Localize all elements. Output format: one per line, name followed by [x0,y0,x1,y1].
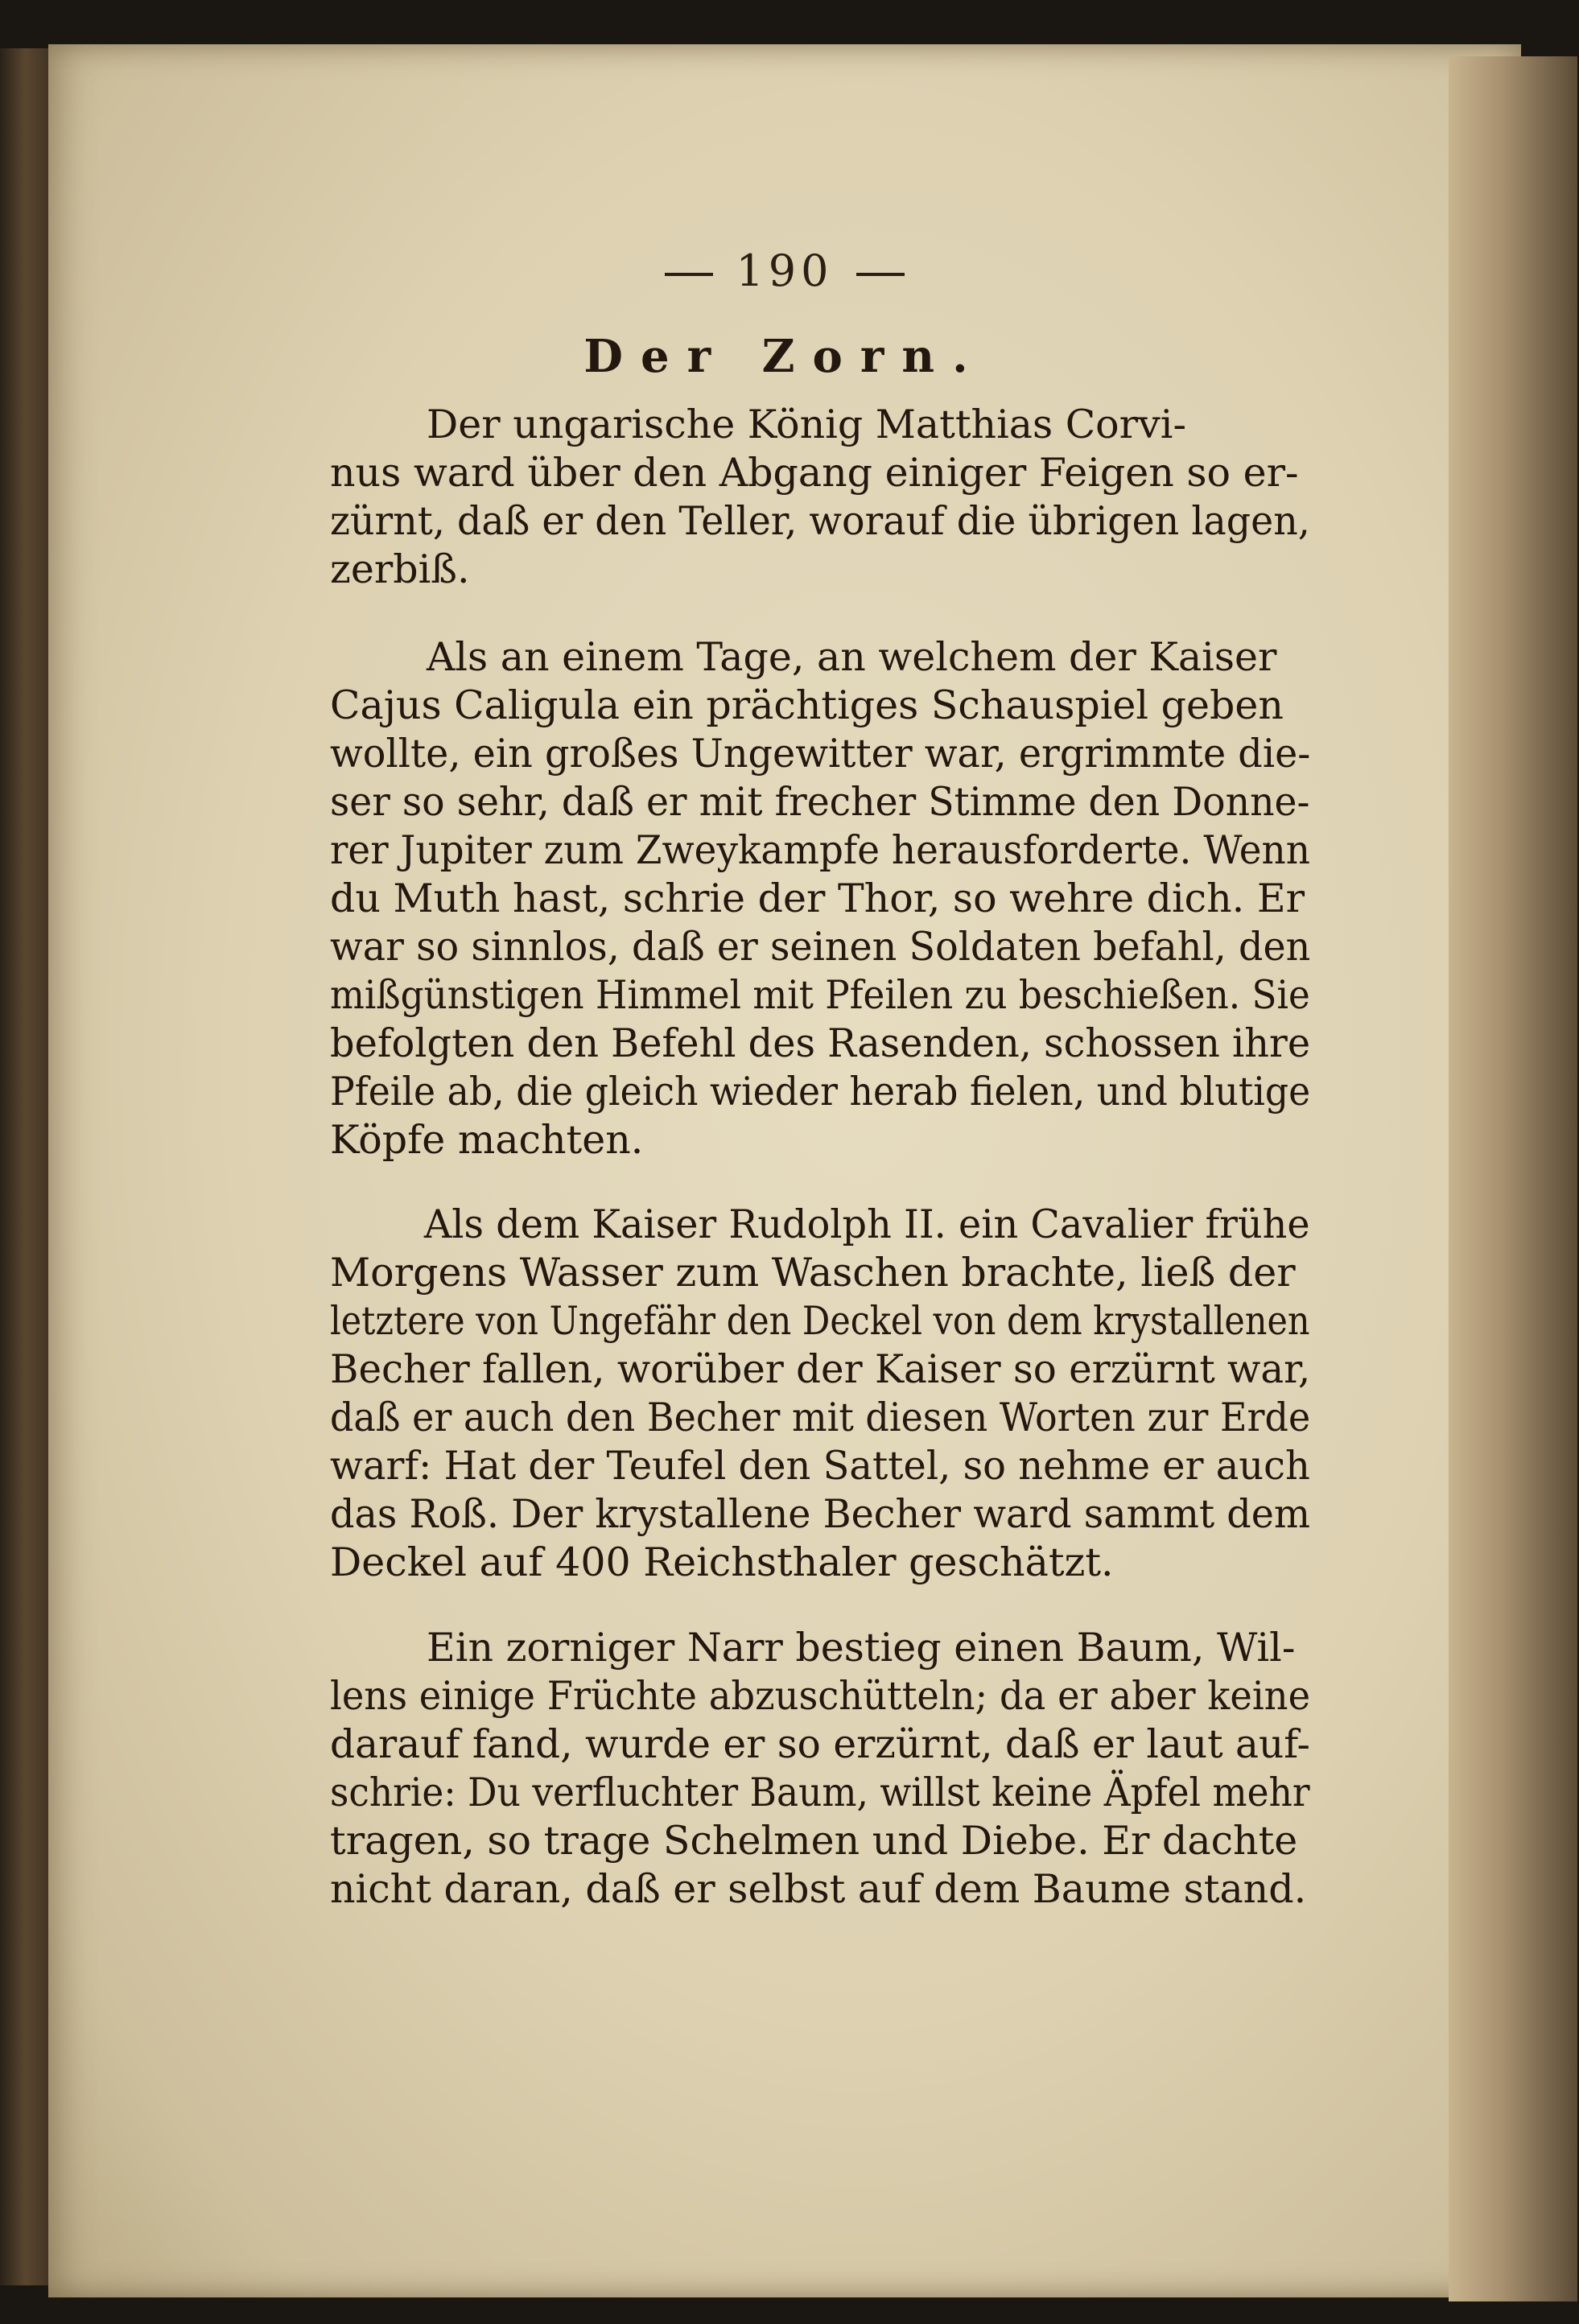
text-line: nus ward über den Abgang einiger Feigen so er- [330,450,1299,496]
text-line: Ein zorniger Narr bestieg einen Baum, Wil- [427,1625,1296,1671]
text-line: befolgten den Befehl des Rasenden, schossen ihre [330,1020,1311,1066]
header-dash-left [665,273,713,276]
paragraph [330,1201,1312,1587]
text-line: lens einige Früchte abzuschütteln; da er aber keine [330,1673,1311,1719]
text-line: letztere von Ungefähr den Deckel von dem krystallenen [330,1298,1310,1344]
paragraph [330,401,1312,594]
text-line: war so sinnlos, daß er seinen Soldaten befahl, den [330,924,1311,970]
page-header [48,245,1521,296]
text-line: schrie: Du verfluchter Baum, willst keine Äpfel mehr [330,1770,1310,1815]
paragraph [330,633,1312,1164]
text-line: nicht daran, daß er selbst auf dem Baume stand. [330,1866,1307,1912]
text-line: rer Jupiter zum Zweykampfe herausforderte. Wenn [330,827,1310,873]
text-line: das Roß. Der krystallene Becher ward sammt dem [330,1491,1311,1537]
text-line: daß er auch den Becher mit diesen Worten zur Erde [330,1395,1311,1440]
text-line: wollte, ein großes Ungewitter war, ergrimmte die- [330,731,1311,777]
text-line: Morgens Wasser zum Waschen brachte, ließ der [330,1250,1296,1296]
paragraph [330,1624,1312,1914]
text-line: mißgünstigen Himmel mit Pfeilen zu beschießen. Sie [330,972,1310,1018]
text-line: darauf fand, wurde er so erzürnt, daß er laut auf- [330,1721,1310,1767]
text-line: Der ungarische König Matthias Corvi- [427,402,1187,447]
text-line: du Muth hast, schrie der Thor, so wehre dich. Er [330,876,1305,921]
text-line: warf: Hat der Teufel den Sattel, so nehme er auch [330,1443,1310,1489]
section-title: Der Zorn. [583,330,986,383]
text-line: tragen, so trage Schelmen und Diebe. Er dachte [330,1818,1298,1864]
text-line: Becher fallen, worüber der Kaiser so erzürnt war, [330,1346,1311,1392]
text-line: Deckel auf 400 Reichsthaler geschätzt. [330,1539,1114,1585]
page-number: 190 [736,245,834,296]
header-dash-right [856,273,905,276]
text-line: zürnt, daß er den Teller, worauf die übrigen lagen, [330,498,1310,544]
text-line: Cajus Caligula ein prächtiges Schauspiel geben [330,682,1284,728]
text-line: zerbiß. [330,546,470,592]
text-line: Als an einem Tage, an welchem der Kaiser [427,634,1277,680]
page-edge [1449,56,1577,2301]
text-line: ser so sehr, daß er mit frecher Stimme den Donne- [330,779,1310,825]
text-line: Köpfe machten. [330,1117,644,1163]
text-line: Pfeile ab, die gleich wieder herab fielen, und blutige [330,1069,1311,1115]
text-line: Als dem Kaiser Rudolph II. ein Cavalier frühe [423,1201,1310,1247]
